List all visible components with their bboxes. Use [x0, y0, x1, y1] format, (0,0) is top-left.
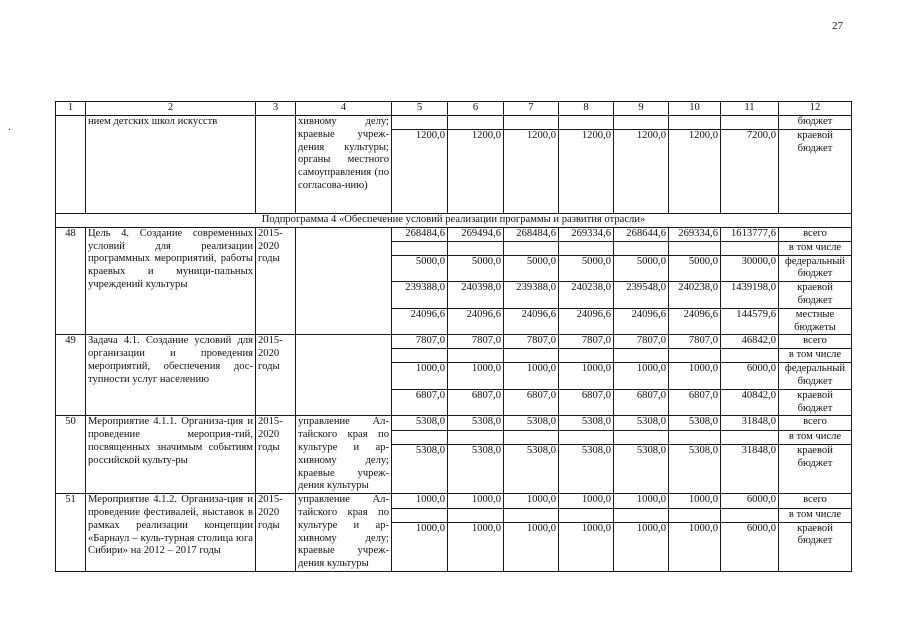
value-cell — [448, 349, 504, 363]
table-row — [56, 494, 852, 508]
budget-cell: местные бюджеты — [779, 308, 852, 335]
value-cell — [559, 349, 614, 363]
value-cell: 5308,0 — [559, 416, 614, 430]
measure-name-cell: Задача 4.1. Создание условий для организации и проведения мероприятий, обеспечения дос-тупности услуг населению — [86, 335, 256, 416]
value-cell — [721, 508, 779, 522]
value-cell: 7807,0 — [504, 335, 559, 349]
value-cell — [448, 508, 504, 522]
value-cell — [614, 349, 669, 363]
value-cell: 240398,0 — [448, 282, 504, 309]
task-name-cell: нием детских школ искусств — [86, 116, 256, 214]
value-cell: 7807,0 — [614, 335, 669, 349]
continuation-row — [56, 116, 852, 130]
value-cell: 1000,0 — [614, 363, 669, 390]
value-cell: 6000,0 — [721, 522, 779, 571]
value-cell: 240238,0 — [559, 282, 614, 309]
budget-cell: всего — [779, 335, 852, 349]
value-cell: 5308,0 — [448, 416, 504, 430]
header-cell: 11 — [721, 102, 779, 116]
value-cell: 6807,0 — [669, 389, 721, 416]
budget-cell: бюджет — [779, 116, 852, 130]
value-cell — [392, 241, 448, 255]
value-cell: 5308,0 — [669, 444, 721, 493]
value-cell — [669, 241, 721, 255]
years-cell: 2015-2020 годы — [256, 416, 296, 494]
table-row — [56, 335, 852, 349]
value-cell: 5308,0 — [559, 444, 614, 493]
value-cell: 6807,0 — [559, 389, 614, 416]
value-cell: 40842,0 — [721, 389, 779, 416]
value-cell: 1000,0 — [614, 494, 669, 508]
value-cell: 1613777,6 — [721, 227, 779, 241]
value-cell — [392, 430, 448, 444]
value-cell: 268484,6 — [504, 227, 559, 241]
value-cell: 30000,0 — [721, 255, 779, 282]
header-cell: 6 — [448, 102, 504, 116]
value-cell: 1000,0 — [448, 494, 504, 508]
value-cell — [392, 349, 448, 363]
budget-cell: краевой бюджет — [779, 444, 852, 493]
header-cell: 1 — [56, 102, 86, 116]
value-cell — [504, 508, 559, 522]
value-cell: 6807,0 — [614, 389, 669, 416]
value-cell — [392, 508, 448, 522]
value-cell: 144579,6 — [721, 308, 779, 335]
value-cell — [669, 430, 721, 444]
budget-cell: в том числе — [779, 241, 852, 255]
row-number-cell: 48 — [56, 227, 86, 335]
value-cell: 5308,0 — [504, 444, 559, 493]
value-cell — [614, 241, 669, 255]
value-cell: 7807,0 — [559, 335, 614, 349]
value-cell: 269334,6 — [669, 227, 721, 241]
value-cell: 240238,0 — [669, 282, 721, 309]
value-cell: 5000,0 — [504, 255, 559, 282]
value-cell: 1000,0 — [669, 522, 721, 571]
value-cell: 5000,0 — [448, 255, 504, 282]
margin-mark: · — [8, 125, 12, 136]
value-cell: 5308,0 — [614, 444, 669, 493]
value-cell: 268644,6 — [614, 227, 669, 241]
header-cell: 8 — [559, 102, 614, 116]
value-cell: 239388,0 — [504, 282, 559, 309]
value-cell: 24096,6 — [448, 308, 504, 335]
value-cell: 6807,0 — [504, 389, 559, 416]
value-cell: 24096,6 — [504, 308, 559, 335]
value-cell: 1000,0 — [669, 494, 721, 508]
value-cell: 6000,0 — [721, 363, 779, 390]
value-cell: 1000,0 — [559, 363, 614, 390]
budget-cell: краевой бюджет — [779, 282, 852, 309]
value-cell: 1000,0 — [392, 494, 448, 508]
value-cell: 1000,0 — [504, 363, 559, 390]
years-cell: 2015-2020 годы — [256, 494, 296, 572]
executor-cell: управление Ал-тайского края по культуре и ар-хивному делу; краевые учреж-дения культуры — [296, 416, 392, 494]
value-cell: 31848,0 — [721, 416, 779, 430]
value-cell: 1000,0 — [392, 522, 448, 571]
value-cell — [721, 430, 779, 444]
budget-cell: краевой бюджет — [779, 130, 852, 214]
budget-cell: в том числе — [779, 430, 852, 444]
value-cell: 31848,0 — [721, 444, 779, 493]
value-cell — [721, 241, 779, 255]
budget-cell: в том числе — [779, 349, 852, 363]
value-cell — [559, 241, 614, 255]
value-cell: 5308,0 — [448, 444, 504, 493]
value-cell: 1200,0 — [392, 130, 448, 214]
subprogram-row — [56, 214, 852, 228]
value-cell — [721, 349, 779, 363]
value-cell — [448, 430, 504, 444]
value-cell: 1000,0 — [448, 522, 504, 571]
value-cell — [614, 508, 669, 522]
value-cell — [504, 349, 559, 363]
row-number-cell: 50 — [56, 416, 86, 494]
header-cell: 3 — [256, 102, 296, 116]
header-row — [56, 102, 852, 116]
subprogram-title: Подпрограмма 4 «Обеспечение условий реализации программы и развития отрасли» — [56, 214, 852, 228]
value-cell: 5308,0 — [392, 416, 448, 430]
value-cell: 24096,6 — [614, 308, 669, 335]
measure-name-cell: Мероприятие 4.1.1. Организа-ция и проведение мероприя-тий, посвященных значимым событиям российской культу-ры — [86, 416, 256, 494]
value-cell: 5000,0 — [669, 255, 721, 282]
executor-cell — [296, 335, 392, 416]
budget-cell: всего — [779, 227, 852, 241]
header-cell: 12 — [779, 102, 852, 116]
table-row — [56, 227, 852, 241]
years-cell: 2015-2020 годы — [256, 335, 296, 416]
value-cell: 1000,0 — [392, 363, 448, 390]
value-cell: 7200,0 — [721, 130, 779, 214]
value-cell: 6807,0 — [392, 389, 448, 416]
value-cell: 5308,0 — [614, 416, 669, 430]
value-cell — [559, 508, 614, 522]
header-cell: 2 — [86, 102, 256, 116]
value-cell: 24096,6 — [669, 308, 721, 335]
value-cell: 239388,0 — [392, 282, 448, 309]
value-cell: 5308,0 — [392, 444, 448, 493]
value-cell: 7807,0 — [669, 335, 721, 349]
value-cell — [504, 430, 559, 444]
budget-cell: федеральный бюджет — [779, 255, 852, 282]
value-cell: 7807,0 — [448, 335, 504, 349]
years-cell — [256, 116, 296, 214]
value-cell: 269334,6 — [559, 227, 614, 241]
value-cell: 5308,0 — [669, 416, 721, 430]
value-cell — [669, 349, 721, 363]
measure-name-cell: Цель 4. Создание современных условий для реализации программных мероприятий, работы краевых и муници-пальных учреждений культуры — [86, 227, 256, 335]
row-number-cell — [56, 116, 86, 214]
budget-cell: краевой бюджет — [779, 389, 852, 416]
value-cell: 1439198,0 — [721, 282, 779, 309]
value-cell: 1000,0 — [504, 494, 559, 508]
executor-cell: управление Ал-тайского края по культуре и ар-хивному делу; краевые учреж-дения культуры — [296, 494, 392, 572]
value-cell: 1200,0 — [559, 130, 614, 214]
value-cell: 46842,0 — [721, 335, 779, 349]
value-cell: 1000,0 — [504, 522, 559, 571]
value-cell: 1200,0 — [669, 130, 721, 214]
value-cell: 6807,0 — [448, 389, 504, 416]
budget-cell: в том числе — [779, 508, 852, 522]
header-cell: 5 — [392, 102, 448, 116]
value-cell: 1000,0 — [559, 522, 614, 571]
value-cell — [448, 241, 504, 255]
value-cell — [614, 430, 669, 444]
budget-cell: федеральный бюджет — [779, 363, 852, 390]
value-cell: 1000,0 — [448, 363, 504, 390]
header-cell: 4 — [296, 102, 392, 116]
value-cell: 1200,0 — [448, 130, 504, 214]
value-cell: 24096,6 — [559, 308, 614, 335]
budget-cell: краевой бюджет — [779, 522, 852, 571]
budget-cell: всего — [779, 416, 852, 430]
value-cell: 5000,0 — [614, 255, 669, 282]
value-cell: 269494,6 — [448, 227, 504, 241]
value-cell: 6000,0 — [721, 494, 779, 508]
value-cell: 1000,0 — [669, 363, 721, 390]
value-cell: 5000,0 — [559, 255, 614, 282]
years-cell: 2015-2020 годы — [256, 227, 296, 335]
budget-cell: всего — [779, 494, 852, 508]
value-cell: 1200,0 — [614, 130, 669, 214]
executor-cell: хивному делу; краевые учреж-дения культуры; органы местного самоуправления (по согласова-нию) — [296, 116, 392, 214]
page-number: 27 — [832, 20, 843, 32]
value-cell — [559, 430, 614, 444]
value-cell: 268484,6 — [392, 227, 448, 241]
header-cell: 9 — [614, 102, 669, 116]
value-cell — [669, 508, 721, 522]
row-number-cell: 51 — [56, 494, 86, 572]
program-table — [55, 101, 852, 572]
row-number-cell: 49 — [56, 335, 86, 416]
value-cell: 5308,0 — [504, 416, 559, 430]
table-row — [56, 416, 852, 430]
value-cell: 24096,6 — [392, 308, 448, 335]
header-cell: 7 — [504, 102, 559, 116]
value-cell: 7807,0 — [392, 335, 448, 349]
header-cell: 10 — [669, 102, 721, 116]
value-cell: 1200,0 — [504, 130, 559, 214]
value-cell: 239548,0 — [614, 282, 669, 309]
value-cell: 5000,0 — [392, 255, 448, 282]
value-cell — [504, 241, 559, 255]
value-cell: 1000,0 — [614, 522, 669, 571]
value-cell: 1000,0 — [559, 494, 614, 508]
measure-name-cell: Мероприятие 4.1.2. Организа-ция и проведение фестивалей, выставок в рамках реализации концепции «Барнаул – куль-турная столица юга Сибири» на 2012 – 2017 годы — [86, 494, 256, 572]
executor-cell — [296, 227, 392, 335]
